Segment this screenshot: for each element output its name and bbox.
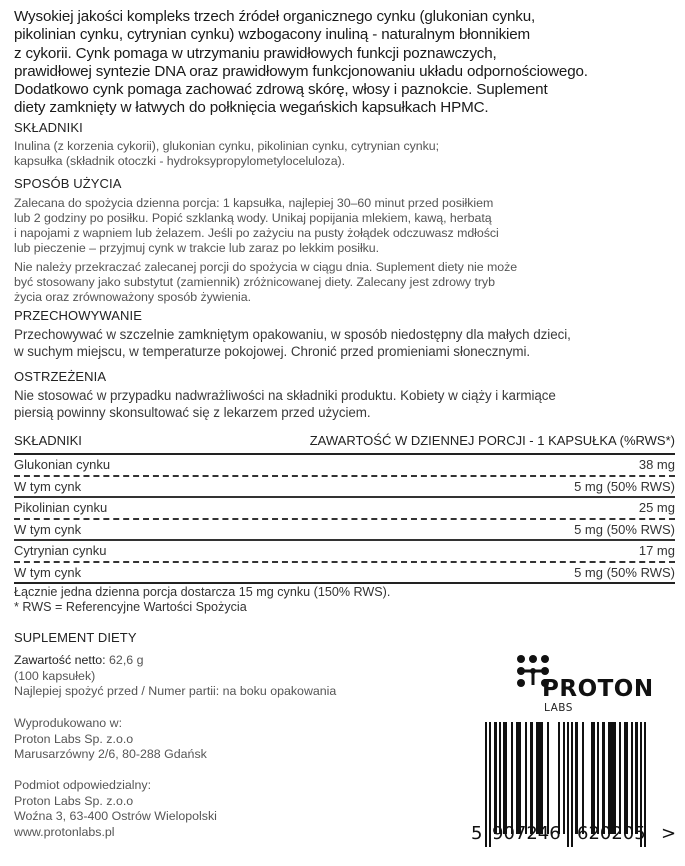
brand-sub: LABS <box>544 702 573 714</box>
ingredients-line: Inulina (z korzenia cykorii), glukonian cynku, pikolinian cynku, cytrynian cynku; <box>14 139 440 153</box>
responsible-address: Woźna 3, 63-400 Ostrów Wielopolski <box>14 809 217 824</box>
usage-line: lub 2 godziny po posiłku. Popić szklanką wody. Unikaj popijania mlekiem, kawą, herbatą <box>14 211 492 225</box>
ingredient-name: W tym cynk <box>14 521 82 537</box>
net-label: Zawartość netto: <box>14 653 106 667</box>
usage-line: i napojami z wapniem lub żelazem. Jeśli po zażyciu na pusty żołądek odczuwasz mdłości <box>14 226 499 240</box>
column-header-content: ZAWARTOŚĆ W DZIENNEJ PORCJI - 1 KAPSUŁKA (%RWS*) <box>309 433 675 448</box>
storage-line: w suchym miejscu, w temperaturze pokojowej. Chronić przed promieniami słonecznymi. <box>14 344 531 359</box>
capsule-count: (100 kapsułek) <box>14 668 96 683</box>
net-content <box>14 653 336 669</box>
usage-text <box>14 196 499 256</box>
warnings-text <box>14 387 556 421</box>
description-line: Dodatkowo cynk pomaga zachować zdrową skórę, włosy i paznokcie. Suplement <box>14 81 548 99</box>
manufacturer-address: Marusarzówny 2/6, 80-288 Gdańsk <box>14 747 207 762</box>
usage-line: Zalecana do spożycia dzienna porcja: 1 kapsułka, najlepiej 30–60 minut przed posiłkiem <box>14 196 494 210</box>
responsible-label: Podmiot odpowiedzialny: <box>14 778 152 792</box>
ingredient-value: 5 mg (50% RWS) <box>574 564 675 580</box>
barcode-first-digit: 5 <box>471 823 483 844</box>
column-header-ingredients: SKŁADNIKI <box>14 433 82 448</box>
ingredients-line: kapsułka (składnik otoczki - hydroksypropylometyloceluloza). <box>14 154 345 168</box>
description-line: pikolinian cynku, cytrynian cynku) wzbogacony inuliną - naturalnym błonnikiem <box>14 26 531 44</box>
table-row <box>14 520 675 542</box>
table-row <box>14 563 675 585</box>
storage-line: Przechowywać w szczelnie zamkniętym opakowaniu, w sposób niedostępny dla małych dzieci, <box>14 327 571 342</box>
manufacturer-name: Proton Labs Sp. z.o.o <box>14 731 134 746</box>
product-description <box>14 8 679 118</box>
usage-line: życia oraz zrównoważony sposób żywienia. <box>14 290 251 304</box>
rws-note: * RWS = Referencyjne Wartości Spożycia <box>14 600 247 614</box>
storage-heading: PRZECHOWYWANIE <box>14 308 143 323</box>
total-note: Łącznie jedna dzienna porcja dostarcza 15 mg cynku (150% RWS). <box>14 585 391 599</box>
table-footnotes <box>14 585 390 615</box>
usage-line: Nie należy przekraczać zalecanej porcji do spożycia w ciągu dnia. Suplement diety nie może <box>14 260 518 274</box>
description-line: prawidłowej syntezie DNA oraz prawidłowym funkcjonowaniu układu odpornościowego. <box>14 62 588 80</box>
barcode-left-group: 907246 <box>492 823 561 844</box>
net-value: 62,6 g <box>105 653 144 667</box>
ingredient-name: Pikolinian cynku <box>14 500 108 515</box>
usage-line: być stosowany jako substytut (zamiennik) zróżnicowanej diety. Zalecany jest zdrowy tryb <box>14 275 495 289</box>
ingredient-name: Glukonian cynku <box>14 457 111 472</box>
brand-name: PROTON <box>542 676 654 702</box>
barcode-right-group: 620205 <box>577 823 646 844</box>
description-line: z cykorii. Cynk pomaga w utrzymaniu prawidłowych funkcji poznawczych, <box>14 44 497 62</box>
ingredients-heading: SKŁADNIKI <box>14 120 83 135</box>
warnings-line: Nie stosować w przypadku nadwrażliwości na składniki produktu. Kobiety w ciąży i karmiące <box>14 388 556 403</box>
responsible-info <box>14 778 217 841</box>
usage-warning-text <box>14 260 517 305</box>
ingredient-name: Cytrynian cynku <box>14 543 107 558</box>
supplement-heading: SUPLEMENT DIETY <box>14 630 137 645</box>
usage-line: lub pieczenie – przyjmuj cynk w trakcie lub zaraz po lekkim posiłku. <box>14 241 380 255</box>
best-before: Najlepiej spożyć przed / Numer partii: na boku opakowania <box>14 684 337 699</box>
warnings-heading: OSTRZEŻENIA <box>14 369 107 384</box>
product-info <box>14 653 336 700</box>
table-row <box>14 455 675 477</box>
ingredient-value: 5 mg (50% RWS) <box>574 521 675 537</box>
ingredient-value: 38 mg <box>638 457 675 472</box>
nutrition-table <box>14 433 675 584</box>
usage-heading: SPOSÓB UŻYCIA <box>14 176 122 191</box>
ingredient-value: 5 mg (50% RWS) <box>574 478 675 494</box>
table-row <box>14 541 675 563</box>
ingredient-value: 17 mg <box>638 543 675 558</box>
ingredients-text <box>14 139 439 169</box>
table-header <box>14 433 675 455</box>
description-line: Wysokiej jakości kompleks trzech źródeł organicznego cynku (glukonian cynku, <box>14 8 536 25</box>
responsible-name: Proton Labs Sp. z.o.o <box>14 793 134 808</box>
ingredient-name: W tym cynk <box>14 564 82 580</box>
table-row <box>14 498 675 520</box>
storage-text <box>14 326 571 360</box>
barcode-quiet-marker: > <box>661 823 677 844</box>
ingredient-value: 25 mg <box>638 500 675 515</box>
website-link[interactable]: www.protonlabs.pl <box>14 825 115 840</box>
warnings-line: piersią powinny skonsultować się z lekarzem przed użyciem. <box>14 405 371 420</box>
manufacturer-label: Wyprodukowano w: <box>14 716 123 730</box>
proton-labs-logo <box>514 654 674 714</box>
ingredient-name: W tym cynk <box>14 478 82 494</box>
manufacturer-info <box>14 716 207 763</box>
description-line: diety zamknięty w łatwych do połknięcia wegańskich kapsułkach HPMC. <box>14 99 489 117</box>
table-row <box>14 477 675 499</box>
